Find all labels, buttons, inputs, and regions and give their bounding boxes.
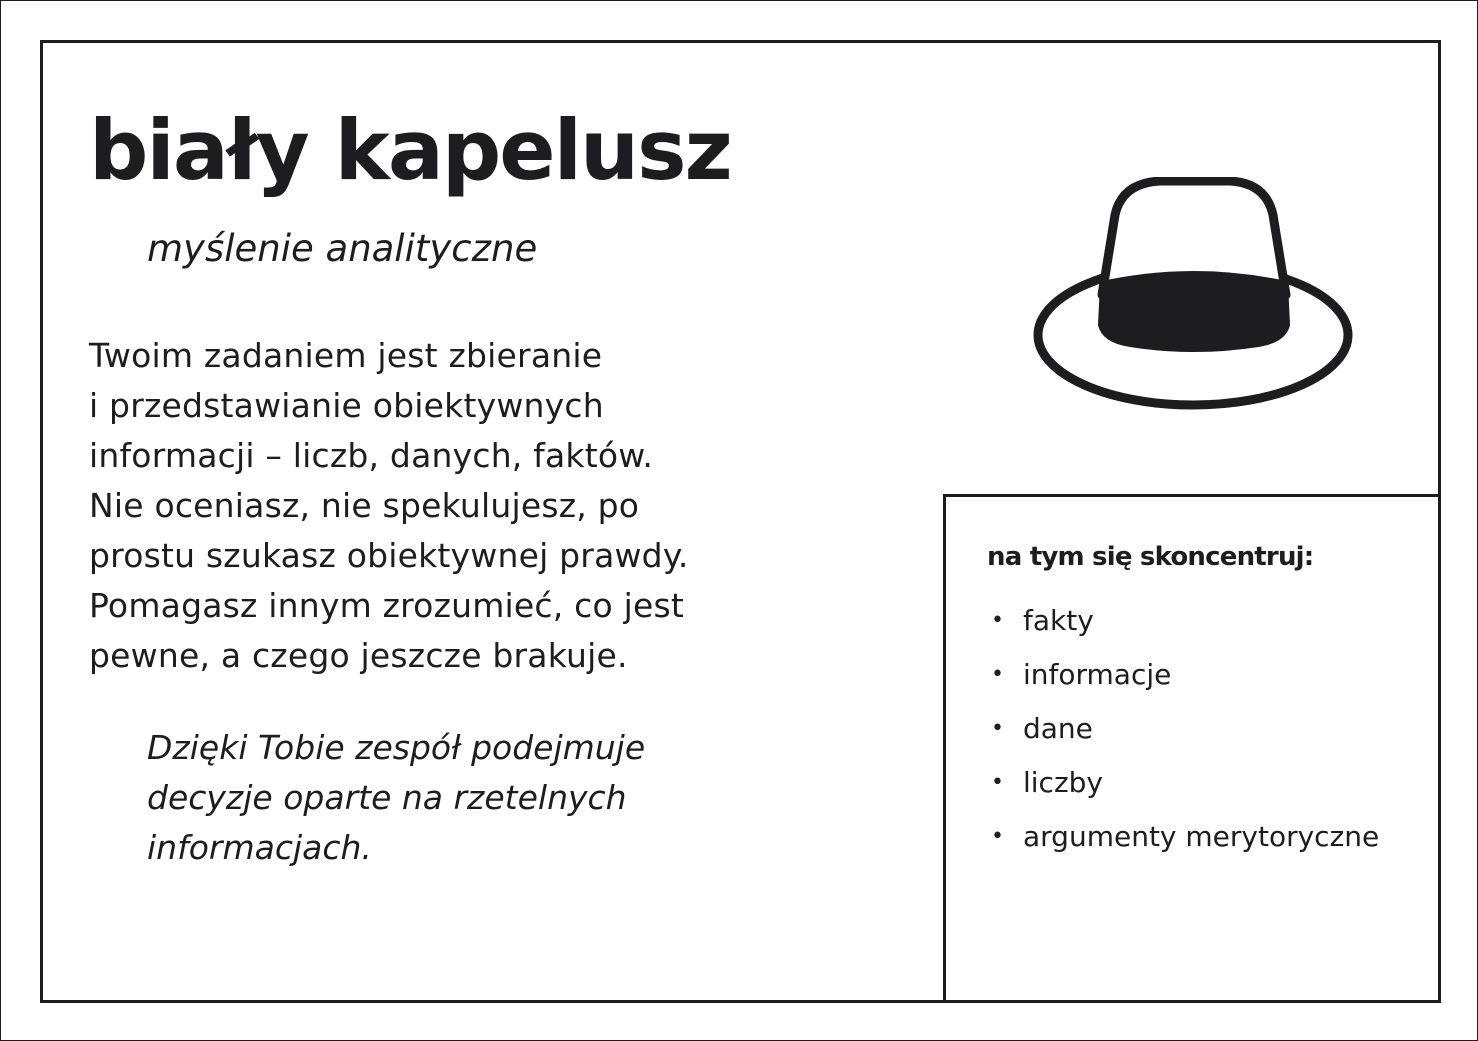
list-item xyxy=(987,648,1383,702)
focus-heading: na tym się skoncentruj: xyxy=(987,542,1314,572)
description-line: Pomagasz innym zrozumieć, co jest xyxy=(89,586,684,625)
hat-card xyxy=(40,40,1441,1003)
description-line: informacji – liczb, danych, faktów. xyxy=(89,436,654,475)
list-item xyxy=(987,756,1383,810)
focus-item-label: informacje xyxy=(1023,658,1172,691)
list-item xyxy=(987,810,1383,864)
bullet-icon: • xyxy=(991,662,1004,687)
description-line: prostu szukasz obiektywnej prawdy. xyxy=(89,536,689,575)
focus-item-label: liczby xyxy=(1023,766,1103,799)
bullet-icon: • xyxy=(991,716,1004,741)
description-line: i przedstawianie obiektywnych xyxy=(89,386,604,425)
focus-list xyxy=(987,594,1383,864)
description-line: Twoim zadaniem jest zbieranie xyxy=(89,336,603,375)
bullet-icon: • xyxy=(991,770,1004,795)
focus-item-label: fakty xyxy=(1023,604,1094,637)
list-item xyxy=(987,702,1383,756)
quote-line: decyzje oparte na rzetelnych xyxy=(147,778,627,817)
focus-item-label: argumenty merytoryczne xyxy=(1023,820,1380,853)
card-subtitle: myślenie analityczne xyxy=(147,227,538,270)
card-description xyxy=(89,331,689,681)
bullet-icon: • xyxy=(991,824,1004,849)
white-hat-icon xyxy=(1032,177,1354,413)
quote-line: informacjach. xyxy=(147,828,372,867)
description-line: Nie oceniasz, nie spekulujesz, po xyxy=(89,486,640,525)
bullet-icon: • xyxy=(991,608,1004,633)
list-item xyxy=(987,594,1383,648)
focus-panel xyxy=(943,494,1441,1003)
quote-line: Dzięki Tobie zespół podejmuje xyxy=(147,728,646,767)
card-title: biały kapelusz xyxy=(89,102,731,199)
card-quote xyxy=(147,723,645,873)
focus-item-label: dane xyxy=(1023,712,1093,745)
description-line: pewne, a czego jeszcze brakuje. xyxy=(89,636,628,675)
